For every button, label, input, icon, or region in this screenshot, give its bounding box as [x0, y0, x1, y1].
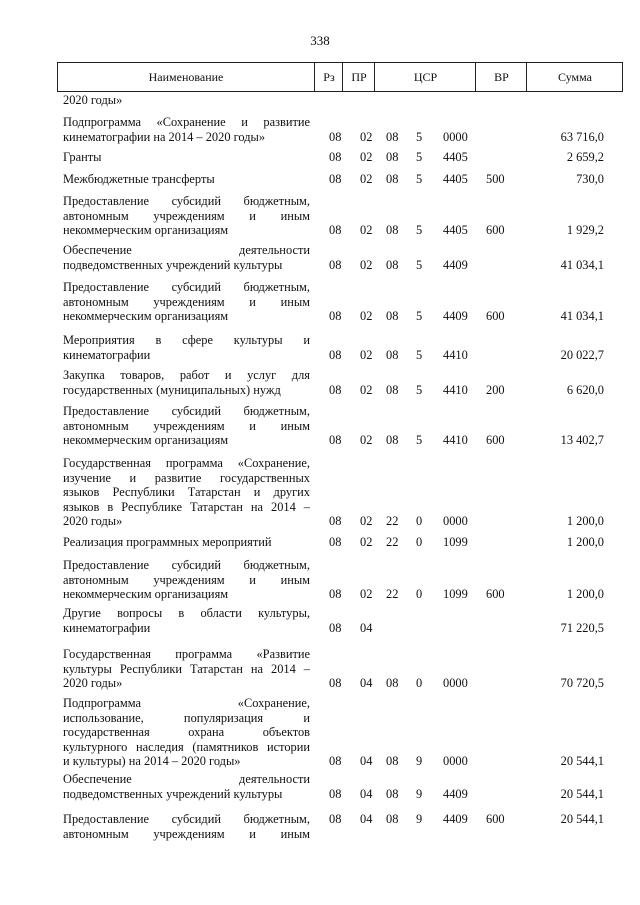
table-row: [0, 606, 640, 635]
cell-rz: 08: [329, 514, 342, 529]
cell-rz: 08: [329, 786, 342, 801]
row-name-line: и культуры) на 2014 – 2020 годы»: [63, 754, 241, 769]
cell-c1: 08: [386, 309, 399, 324]
row-name: [63, 368, 310, 397]
row-name: [63, 243, 310, 272]
table-row: [0, 772, 640, 801]
row-name: [63, 772, 310, 801]
cell-c3: 0000: [443, 754, 468, 769]
cell-pr: 04: [360, 786, 373, 801]
table-row: [0, 368, 640, 397]
cell-pr: 02: [360, 309, 373, 324]
cell-c3: 0000: [443, 676, 468, 691]
cell-c2: 0: [416, 676, 423, 691]
row-name-line: 2020 годы»: [63, 514, 123, 529]
cell-vr: 600: [486, 812, 505, 826]
cell-c3: 4409: [443, 309, 468, 324]
cell-c2: 5: [416, 223, 423, 238]
table-row: [0, 558, 640, 602]
cell-pr: 02: [360, 433, 373, 448]
row-name-line: кинематографии: [63, 620, 151, 635]
cell-c1: 08: [386, 433, 399, 448]
cell-pr: 04: [360, 676, 373, 691]
cell-c2: 5: [416, 150, 423, 164]
cell-c1: 08: [386, 786, 399, 801]
cell-c3: 4405: [443, 172, 468, 186]
row-name-line: некоммерческим организациям: [63, 223, 229, 238]
row-name-line: кинематографии на 2014 – 2020 годы»: [63, 129, 266, 144]
row-name: [63, 456, 310, 529]
row-name-line: некоммерческим организациям: [63, 309, 229, 324]
row-name-line: Мероприятия в сфере культуры и: [63, 333, 310, 347]
header-pr: ПР: [342, 63, 375, 91]
cell-sum: 20 544,1: [560, 754, 604, 769]
cell-sum: 1 200,0: [566, 535, 604, 549]
cell-c2: 5: [416, 129, 423, 144]
row-name-line: культурного наследия (памятников истории: [63, 739, 310, 754]
cell-c2: 5: [416, 382, 423, 397]
cell-c1: 22: [386, 514, 399, 529]
table-row: [0, 696, 640, 769]
row-name-line: некоммерческим организациям: [63, 587, 229, 602]
cell-vr: 600: [486, 309, 505, 324]
cell-c1: 08: [386, 382, 399, 397]
cell-c1: 08: [386, 257, 399, 272]
row-name-line: изучение и развитие государственных: [63, 470, 310, 485]
row-name-line: языков Республики Татарстан и других: [63, 485, 310, 500]
cell-sum: 1 929,2: [566, 223, 604, 238]
cell-rz: 08: [329, 172, 342, 186]
cell-sum: 71 220,5: [560, 620, 604, 635]
cell-sum: 63 716,0: [560, 129, 604, 144]
cell-pr: 02: [360, 587, 373, 602]
cell-c1: 08: [386, 129, 399, 144]
row-name-line: Обеспечение деятельности: [63, 772, 310, 786]
row-name-line: Предоставление субсидий бюджетным,: [63, 280, 310, 294]
row-name: [63, 606, 310, 635]
row-name: [63, 647, 310, 691]
row-name-line: Предоставление субсидий бюджетным,: [63, 812, 310, 826]
row-name-line: 2020 годы»: [63, 676, 123, 691]
row-name-line: государственная охрана объектов: [63, 725, 310, 740]
cell-sum: 20 544,1: [560, 812, 604, 826]
table-row: [0, 404, 640, 448]
cell-c3: 0000: [443, 129, 468, 144]
cell-c3: 1099: [443, 535, 468, 549]
cell-rz: 08: [329, 587, 342, 602]
cell-pr: 02: [360, 172, 373, 186]
cell-vr: 200: [486, 382, 505, 397]
cell-c1: 08: [386, 347, 399, 362]
cell-vr: 600: [486, 433, 505, 448]
row-name-line: автономным учреждениям и иным: [63, 572, 310, 587]
cell-c3: 1099: [443, 587, 468, 602]
row-name-line: Другие вопросы в области культуры,: [63, 606, 310, 620]
cell-rz: 08: [329, 129, 342, 144]
cell-c1: 08: [386, 676, 399, 691]
row-name: [63, 194, 310, 238]
cell-rz: 08: [329, 535, 342, 549]
row-name: [63, 696, 310, 769]
cell-pr: 02: [360, 223, 373, 238]
row-name: [63, 172, 310, 187]
row-name-line: подведомственных учреждений культуры: [63, 257, 283, 272]
cell-c3: 4409: [443, 257, 468, 272]
row-name-line: Предоставление субсидий бюджетным,: [63, 194, 310, 208]
table-row: [0, 333, 640, 362]
cell-c2: 5: [416, 347, 423, 362]
cell-rz: 08: [329, 309, 342, 324]
cell-sum: 1 200,0: [566, 514, 604, 529]
header-csr: ЦСР: [374, 63, 476, 91]
cell-c3: 4410: [443, 347, 468, 362]
cell-rz: 08: [329, 620, 342, 635]
cell-rz: 08: [329, 754, 342, 769]
table-row: [0, 280, 640, 324]
cell-c1: 22: [386, 587, 399, 602]
cell-c3: 0000: [443, 514, 468, 529]
cell-c2: 9: [416, 786, 423, 801]
table-row: [0, 647, 640, 691]
cell-rz: 08: [329, 812, 342, 826]
cell-c2: 0: [416, 587, 423, 602]
cell-sum: 730,0: [576, 172, 604, 186]
cell-pr: 02: [360, 257, 373, 272]
cell-c3: 4410: [443, 433, 468, 448]
cell-rz: 08: [329, 347, 342, 362]
table-row: [0, 535, 640, 550]
cell-sum: 41 034,1: [560, 257, 604, 272]
row-name-line: использование, популяризация и: [63, 710, 310, 725]
row-name-line: Межбюджетные трансферты: [63, 172, 215, 186]
row-name-line: государственных (муниципальных) нужд: [63, 382, 281, 397]
cell-rz: 08: [329, 433, 342, 448]
row-name: [63, 280, 310, 324]
cell-c2: 0: [416, 514, 423, 529]
cell-pr: 02: [360, 347, 373, 362]
cell-c2: 5: [416, 433, 423, 448]
cell-c3: 4410: [443, 382, 468, 397]
header-vr: ВР: [475, 63, 527, 91]
row-name-line: автономным учреждениям и иным: [63, 826, 310, 841]
cell-c2: 5: [416, 172, 423, 186]
cell-rz: 08: [329, 257, 342, 272]
table-row: [0, 172, 640, 187]
table-header: [57, 62, 623, 92]
cell-c1: 08: [386, 812, 399, 826]
continuation-row: [0, 93, 640, 108]
cell-pr: 04: [360, 620, 373, 635]
row-name-line: Подпрограмма «Сохранение и развитие: [63, 115, 310, 129]
cell-pr: 02: [360, 514, 373, 529]
row-name-line: кинематографии: [63, 347, 151, 362]
cell-c2: 9: [416, 812, 423, 826]
row-name: [63, 535, 310, 550]
row-name-line: Государственная программа «Развитие: [63, 647, 310, 661]
continuation-text: 2020 годы»: [63, 93, 123, 107]
cell-sum: 41 034,1: [560, 309, 604, 324]
cell-vr: 600: [486, 587, 505, 602]
cell-c3: 4405: [443, 223, 468, 238]
cell-c1: 08: [386, 754, 399, 769]
cell-sum: 6 620,0: [566, 382, 604, 397]
cell-pr: 02: [360, 535, 373, 549]
row-name: [63, 558, 310, 602]
row-name-line: автономным учреждениям и иным: [63, 294, 310, 309]
table-row: [0, 456, 640, 529]
cell-c1: 22: [386, 535, 399, 549]
cell-sum: 20 544,1: [560, 786, 604, 801]
header-sum: Сумма: [526, 63, 623, 91]
cell-rz: 08: [329, 223, 342, 238]
header-rz: Рз: [314, 63, 343, 91]
row-name-line: Предоставление субсидий бюджетным,: [63, 404, 310, 418]
cell-sum: 2 659,2: [566, 150, 604, 164]
cell-rz: 08: [329, 676, 342, 691]
cell-c1: 08: [386, 172, 399, 186]
cell-c1: 08: [386, 223, 399, 238]
cell-sum: 1 200,0: [566, 587, 604, 602]
row-name-line: подведомственных учреждений культуры: [63, 786, 283, 801]
cell-sum: 13 402,7: [560, 433, 604, 448]
cell-pr: 02: [360, 150, 373, 164]
cell-pr: 04: [360, 812, 373, 826]
row-name-line: Гранты: [63, 150, 102, 164]
row-name-line: Предоставление субсидий бюджетным,: [63, 558, 310, 572]
cell-c2: 9: [416, 754, 423, 769]
row-name-line: Реализация программных мероприятий: [63, 535, 272, 549]
row-name-line: Закупка товаров, работ и услуг для: [63, 368, 310, 382]
row-name-line: Подпрограмма «Сохранение,: [63, 696, 310, 710]
row-name-line: Государственная программа «Сохранение,: [63, 456, 310, 470]
table-row: [0, 115, 640, 144]
cell-c3: 4409: [443, 812, 468, 826]
table-row: [0, 812, 640, 841]
row-name-line: автономным учреждениям и иным: [63, 418, 310, 433]
row-name-line: автономным учреждениям и иным: [63, 208, 310, 223]
cell-c1: 08: [386, 150, 399, 164]
row-name-line: Обеспечение деятельности: [63, 243, 310, 257]
row-name: [63, 150, 310, 165]
cell-pr: 02: [360, 382, 373, 397]
cell-vr: 500: [486, 172, 505, 186]
row-name-line: языков в Республике Татарстан на 2014 –: [63, 499, 310, 514]
row-name: [63, 333, 310, 362]
cell-vr: 600: [486, 223, 505, 238]
cell-c3: 4409: [443, 786, 468, 801]
cell-rz: 08: [329, 150, 342, 164]
cell-rz: 08: [329, 382, 342, 397]
cell-c2: 5: [416, 309, 423, 324]
cell-c2: 0: [416, 535, 423, 549]
cell-sum: 70 720,5: [560, 676, 604, 691]
table-row: [0, 150, 640, 165]
row-name: [63, 812, 310, 841]
page-number: 338: [310, 33, 330, 48]
row-name-line: культуры Республики Татарстан на 2014 –: [63, 661, 310, 676]
table-row: [0, 243, 640, 272]
cell-c2: 5: [416, 257, 423, 272]
cell-pr: 04: [360, 754, 373, 769]
row-name: [63, 404, 310, 448]
cell-sum: 20 022,7: [560, 347, 604, 362]
row-name: [63, 115, 310, 144]
cell-pr: 02: [360, 129, 373, 144]
table-row: [0, 194, 640, 238]
row-name-line: некоммерческим организациям: [63, 433, 229, 448]
header-name: Наименование: [148, 70, 224, 84]
cell-c3: 4405: [443, 150, 468, 164]
